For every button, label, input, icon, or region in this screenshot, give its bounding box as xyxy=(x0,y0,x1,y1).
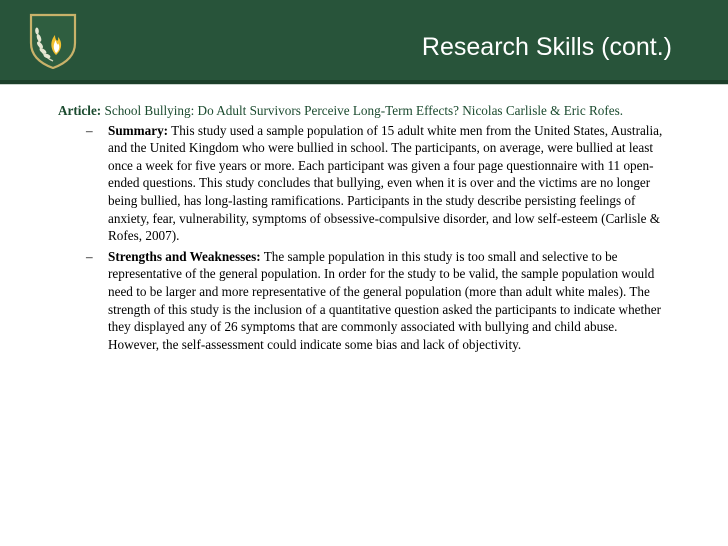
strengths-dash: – xyxy=(86,248,93,264)
slide-title: Research Skills (cont.) xyxy=(421,33,672,61)
article-text: School Bullying: Do Adult Survivors Perceive Long-Term Effects? Nicolas Carlisle & Eric Rofes. xyxy=(101,103,624,118)
summary-label: Summary: xyxy=(108,122,169,138)
summary-bullet xyxy=(58,122,668,245)
strengths-weaknesses-text: The sample population in this study is too small and selective to be representative of the general population. In order for the study to be valid, the sample population would need to be larger and more representative of the general population (more than adult white males). The strength of this study is the inclusion of a quantitative question asked the participants to indicate whether they displayed any of 26 symptoms that are commonly associated with bullying and child abuse. However, the self-assessment could indicate some bias and lack of objectivity. xyxy=(108,248,662,352)
strengths-weaknesses-bullet xyxy=(58,248,668,354)
header-divider-light xyxy=(0,84,728,85)
article-citation xyxy=(58,102,668,120)
summary-text: This study used a sample population of 15 adult white men from the United States, Australia, and the United Kingdom who were bullied in school. The participants, on average, were bullied at least once a week for five years or more. Each participant was given a four page questionnaire with 11 open-ended questions. This study concludes that bullying, even when it is over and the victims are no longer being bullied, has long-lasting ramifications. Participants in the study describe persisting feelings of anxiety, fear, vulnerability, symptoms of obsessive-compulsive disorder, and low self-esteem (Carlisle & Rofes, 2007). xyxy=(108,122,663,244)
laurel-flame-shield-icon xyxy=(28,13,78,69)
slide-header xyxy=(0,0,728,80)
slide-body xyxy=(58,102,668,356)
summary-dash: – xyxy=(86,122,93,138)
strengths-weaknesses-label: Strengths and Weaknesses: xyxy=(108,248,261,264)
article-label: Article: xyxy=(58,103,102,118)
